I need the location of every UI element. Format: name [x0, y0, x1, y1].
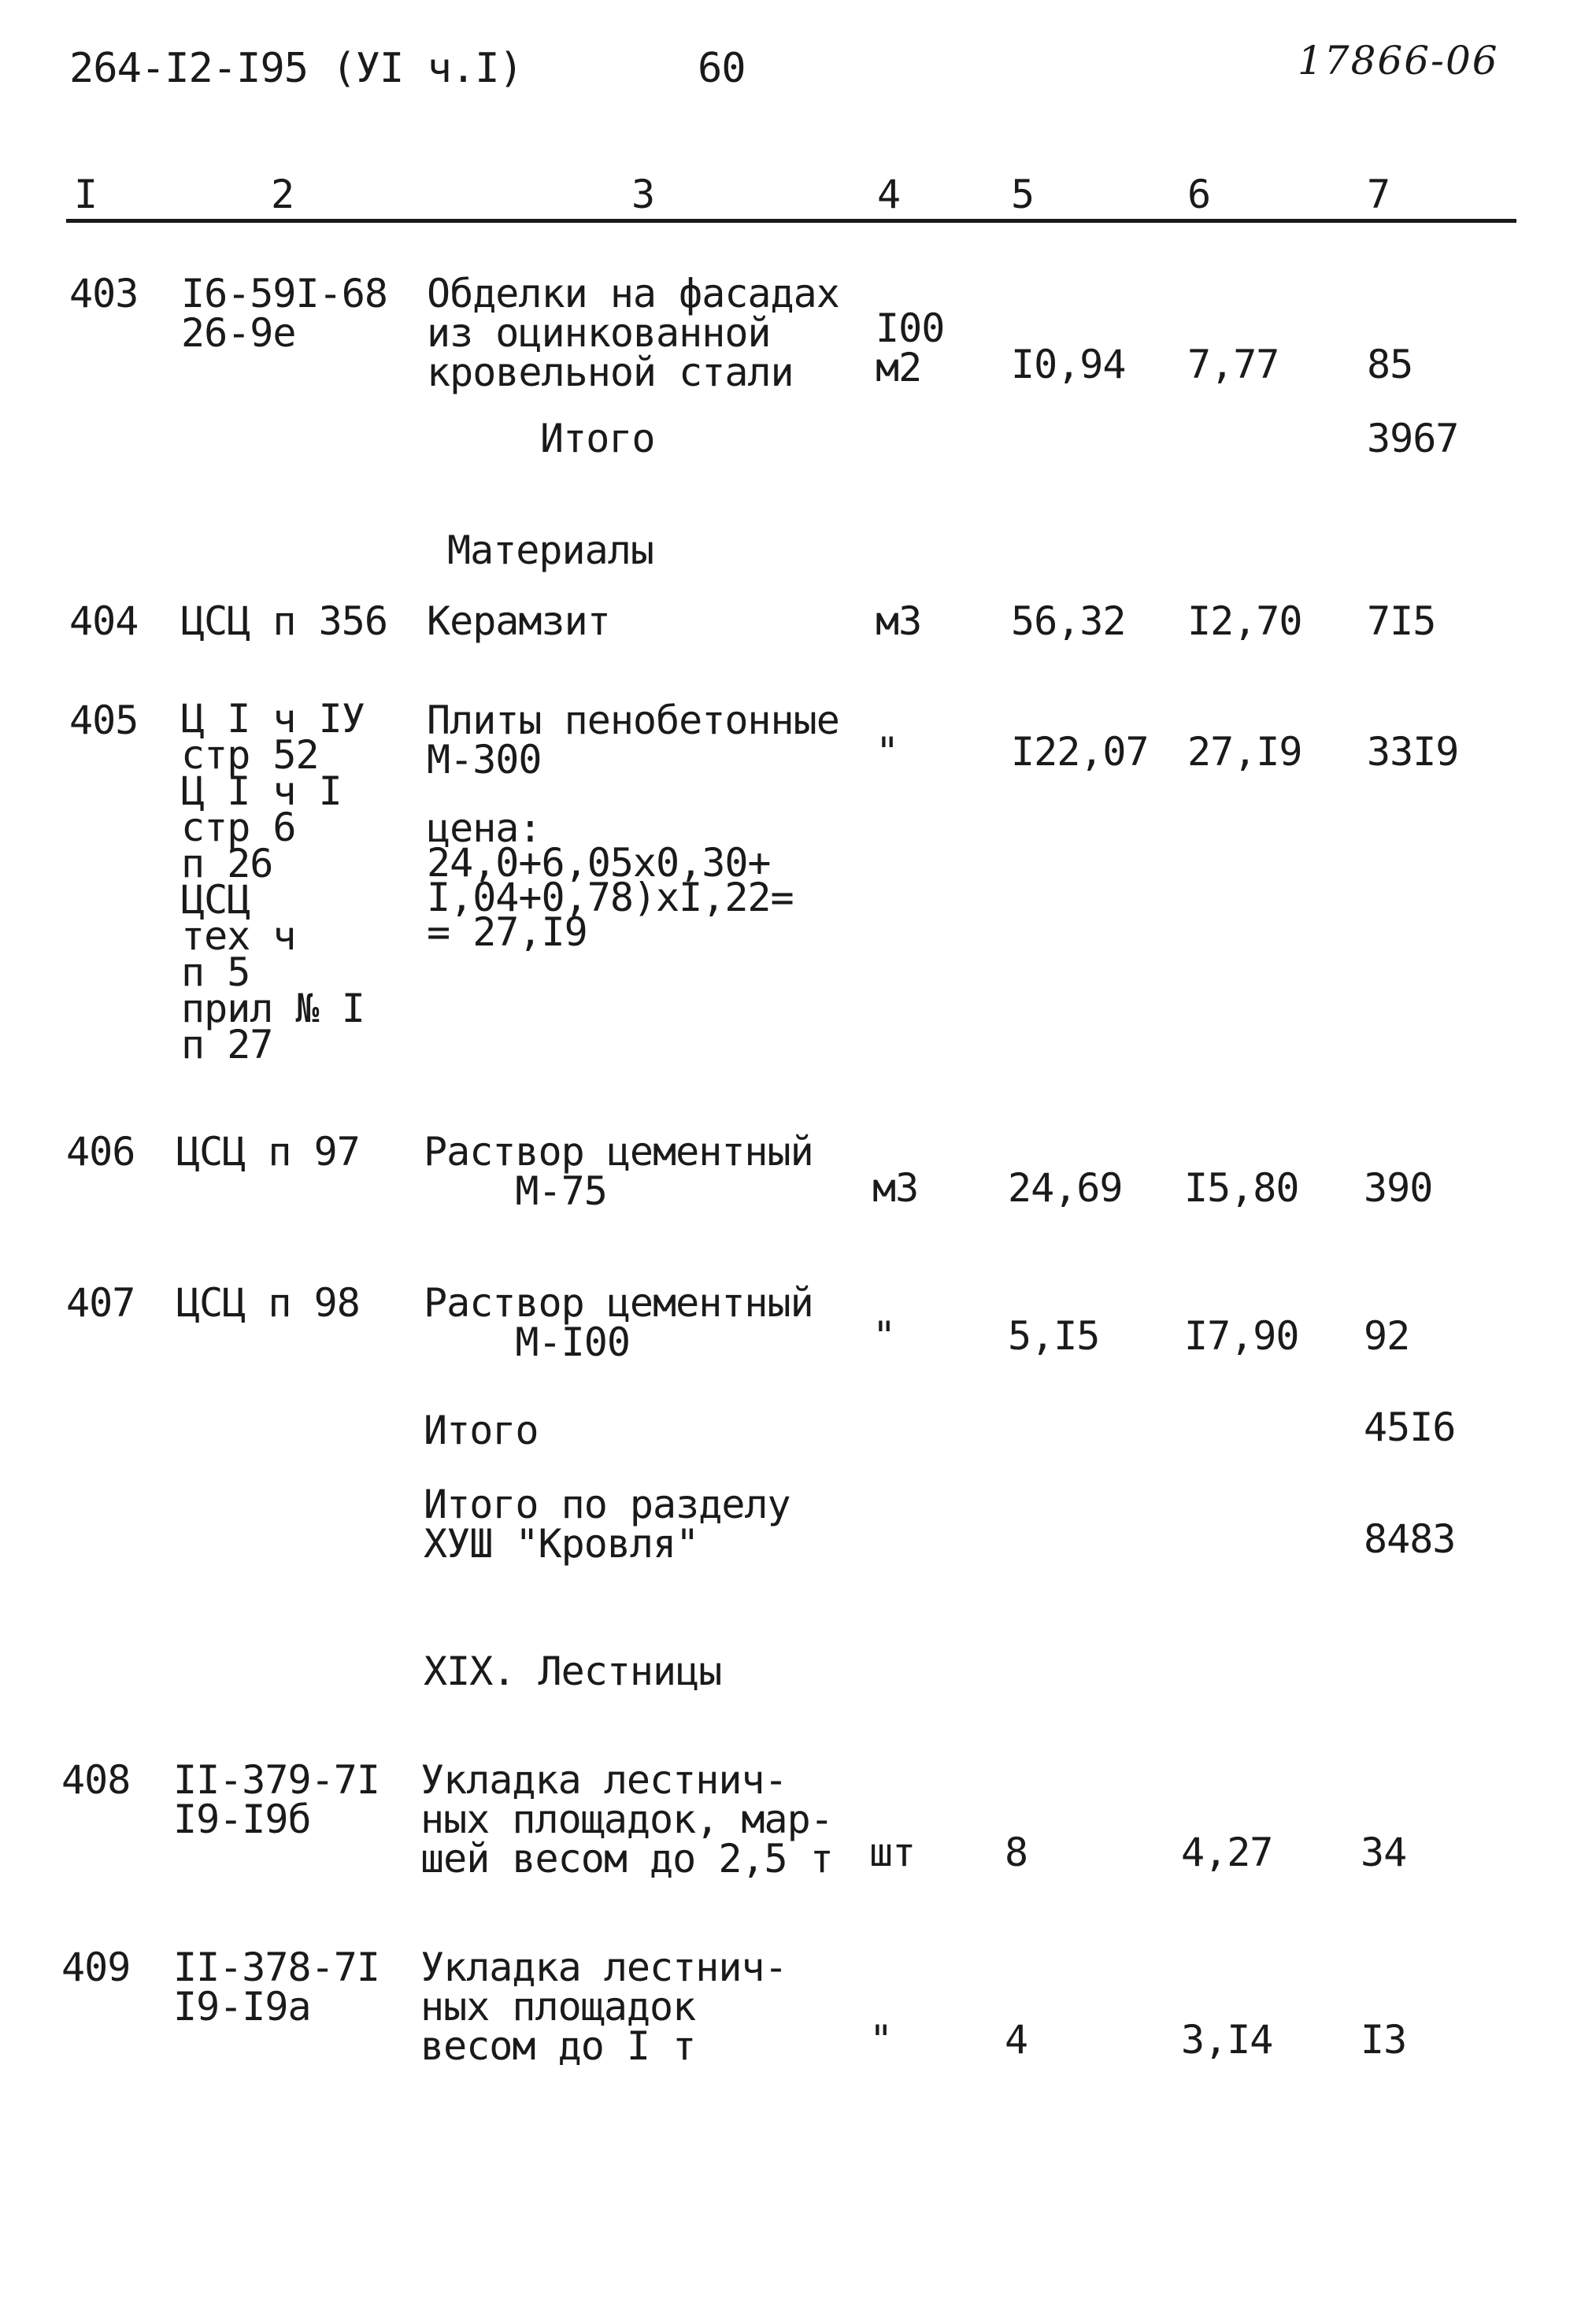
- column-header-5: 5: [1011, 172, 1035, 217]
- row-quantity: 5,I5: [1008, 1313, 1100, 1359]
- row-total: 390: [1364, 1165, 1433, 1211]
- row-total: 7I5: [1367, 598, 1436, 644]
- row-price: 3,I4: [1181, 2017, 1273, 2063]
- row-number: 404: [69, 598, 139, 644]
- row-total: 92: [1364, 1313, 1410, 1359]
- row-name: Раствор цементный М-I00: [424, 1280, 813, 1365]
- column-header-7: 7: [1367, 172, 1390, 217]
- subtotal-value: 45I6: [1364, 1404, 1456, 1450]
- row-name: Керамзит: [427, 598, 610, 644]
- subtotal-label: Итого: [540, 416, 655, 461]
- row-unit: ": [872, 1313, 896, 1359]
- row-price: I7,90: [1184, 1313, 1299, 1359]
- column-header-2: 2: [271, 172, 294, 217]
- column-header-3: 3: [631, 172, 655, 217]
- row-unit: шт: [869, 1830, 916, 1875]
- column-header-6: 6: [1187, 172, 1211, 217]
- row-name: Укладка лестнич- ных площадок, мар- шей весом до 2,5 т: [420, 1757, 833, 1882]
- row-number: 405: [69, 698, 139, 743]
- row-unit: ": [876, 729, 899, 775]
- header-rule: [66, 219, 1516, 223]
- row-code: II-378-7I I9-I9a: [173, 1945, 380, 2030]
- row-name: Укладка лестнич- ных площадок весом до I т: [420, 1945, 787, 2069]
- row-name: Раствор цементный М-75: [424, 1129, 813, 1214]
- subtotal-label: Итого: [424, 1408, 539, 1453]
- document-code: 264-I2-I95 (УI ч.I): [69, 45, 523, 92]
- row-unit: I00 м2: [876, 305, 945, 390]
- row-quantity: 56,32: [1011, 598, 1126, 644]
- section-heading: XIX. Лестницы: [424, 1649, 722, 1694]
- row-price: 7,77: [1187, 342, 1279, 387]
- row-unit: м3: [876, 598, 922, 644]
- row-unit: ": [869, 2017, 893, 2063]
- handwritten-number: 17866-06: [1298, 38, 1499, 83]
- row-name: Обделки на фасадах из оцинкованной кровельной стали: [427, 271, 839, 395]
- row-total: 85: [1367, 342, 1413, 387]
- row-name: Плиты пенобетонные М-300: [427, 698, 839, 783]
- row-price-note: цена: 24,0+6,05x0,30+ I,04+0,78)xI,22= = 27,I9: [427, 805, 794, 955]
- row-code: ЦСЦ п 97: [176, 1129, 360, 1175]
- row-quantity: I22,07: [1011, 729, 1149, 775]
- row-number: 409: [61, 1945, 131, 1990]
- row-quantity: 4: [1005, 2017, 1028, 2063]
- row-number: 407: [66, 1280, 135, 1326]
- row-code: II-379-7I I9-I9б: [173, 1757, 380, 1842]
- row-number: 408: [61, 1757, 131, 1803]
- row-total: I3: [1361, 2017, 1407, 2063]
- row-quantity: 24,69: [1008, 1165, 1123, 1211]
- row-price: 4,27: [1181, 1830, 1273, 1875]
- row-unit: м3: [872, 1165, 919, 1211]
- row-total: 34: [1361, 1830, 1407, 1875]
- section-total-value: 8483: [1364, 1516, 1456, 1562]
- row-number: 406: [66, 1129, 135, 1175]
- row-number: 403: [69, 271, 139, 316]
- row-quantity: 8: [1005, 1830, 1028, 1875]
- row-code: ЦСЦ п 356: [181, 598, 387, 644]
- subtotal-value: 3967: [1367, 416, 1459, 461]
- page-number: 60: [698, 45, 746, 92]
- row-total: 33I9: [1367, 729, 1459, 775]
- materials-heading: Материалы: [447, 527, 654, 573]
- row-price: 27,I9: [1187, 729, 1302, 775]
- row-code: ЦСЦ п 98: [176, 1280, 360, 1326]
- row-code: Ц I ч IУ стр 52 Ц I ч I стр 6 п 26 ЦСЦ тех ч п 5 прил № I п 27: [181, 696, 365, 1068]
- column-header-4: 4: [877, 172, 901, 217]
- section-total-label: Итого по разделу ХУШ "Кровля": [424, 1482, 790, 1567]
- row-price: I5,80: [1184, 1165, 1299, 1211]
- row-code: I6-59I-68 26-9e: [181, 271, 387, 356]
- row-quantity: I0,94: [1011, 342, 1126, 387]
- column-header-1: I: [74, 172, 98, 217]
- row-price: I2,70: [1187, 598, 1302, 644]
